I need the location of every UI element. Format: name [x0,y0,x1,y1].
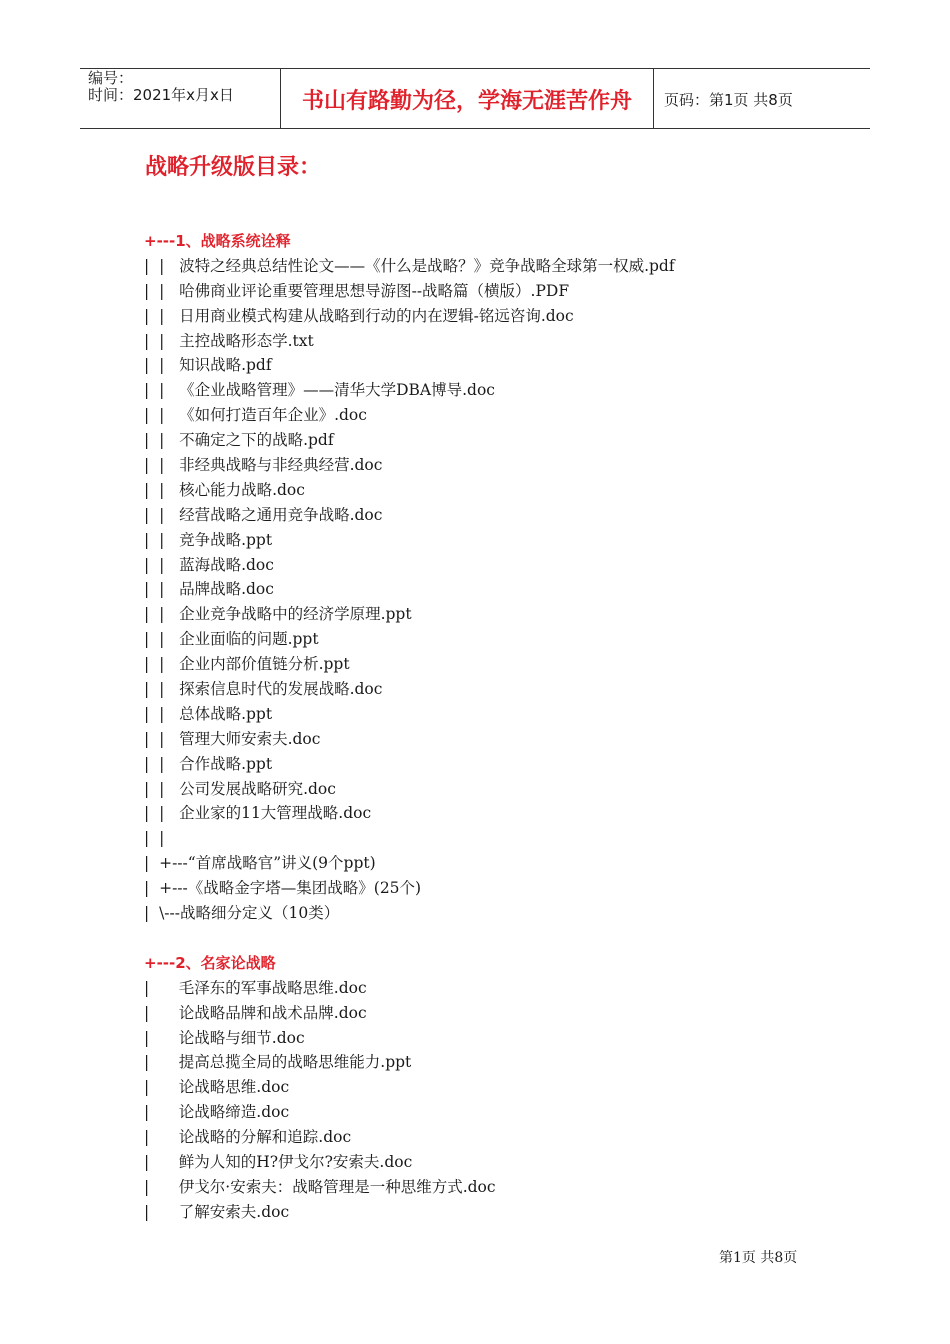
listing-line: | | 日用商业模式构建从战略到行动的内在逻辑-铭远咨询.doc [144,306,574,325]
listing-line: | 论战略缔造.doc [144,1103,290,1122]
page-footer: 第1页 共8页 [719,1250,798,1266]
listing-line: | | 《企业战略管理》——清华大学DBA博导.doc [144,381,495,400]
header-meta [80,69,281,128]
listing-line: | | 管理大师安索夫.doc [144,729,321,748]
listing-line: | 论战略品牌和战术品牌.doc [144,1003,367,1022]
listing-line: | 鲜为人知的H?伊戈尔?安索夫.doc [144,1152,413,1171]
listing-line: | | [144,829,165,848]
listing-line: | | 企业家的11大管理战略.doc [144,804,372,823]
listing-line: | | 公司发展战略研究.doc [144,779,336,798]
listing-line: | | 主控战略形态学.txt [144,331,314,350]
header-motto: 书山有路勤为径，学海无涯苦作舟 [281,69,654,128]
listing-line: | | 竞争战略.ppt [144,530,273,549]
listing-line: | | 探索信息时代的发展战略.doc [144,680,383,699]
listing-line: | | 企业面临的问题.ppt [144,630,319,649]
listing-line: | | 核心能力战略.doc [144,480,305,499]
section-heading: +---1、战略系统诠释 [144,232,291,250]
listing-line: | 论战略与细节.doc [144,1028,305,1047]
listing-line: | | 知识战略.pdf [144,356,272,375]
listing-line: | | 非经典战略与非经典经营.doc [144,456,383,475]
listing-line: | | 企业竞争战略中的经济学原理.ppt [144,605,412,624]
listing-line: | 论战略的分解和追踪.doc [144,1128,352,1147]
listing-line: | | 波特之经典总结性论文——《什么是战略？》竞争战略全球第一权威.pdf [144,256,675,275]
listing-line: | | 品牌战略.doc [144,580,274,599]
listing-line: | \---战略细分定义（10类） [144,904,340,923]
listing-line: | | 经营战略之通用竞争战略.doc [144,505,383,524]
listing-line: | 论战略思维.doc [144,1078,290,1097]
section-heading: +---2、名家论战略 [144,953,276,972]
listing-line: | +---《战略金字塔—集团战略》(25个) [144,879,422,898]
document-title: 战略升级版目录： [145,155,322,180]
page-header [80,68,870,129]
listing-line: | | 哈佛商业评论重要管理思想导游图--战略篇（横版）.PDF [144,281,570,300]
directory-listing [144,229,675,1225]
listing-line: | | 不确定之下的战略.pdf [144,431,334,450]
header-time-label: 时间：2021年x月x日 [88,86,234,104]
listing-line: | | 《如何打造百年企业》.doc [144,406,367,425]
header-page-label: 页码：第1页 共8页 [664,91,793,109]
listing-line: | 毛泽东的军事战略思维.doc [144,978,367,997]
listing-line: | | 蓝海战略.doc [144,555,274,574]
listing-line: | | 总体战略.ppt [144,704,273,723]
listing-line: | +---“首席战略官”讲义(9个ppt) [144,854,376,873]
listing-line: | | 企业内部价值链分析.ppt [144,655,350,674]
listing-line: | 提高总揽全局的战略思维能力.ppt [144,1053,412,1072]
listing-line: | | 合作战略.ppt [144,754,273,773]
listing-line: | 了解安索夫.doc [144,1202,290,1221]
listing-line: | 伊戈尔·安索夫：战略管理是一种思维方式.doc [144,1177,496,1196]
blank-line [144,926,675,951]
header-number-label: 编号： [88,69,134,87]
